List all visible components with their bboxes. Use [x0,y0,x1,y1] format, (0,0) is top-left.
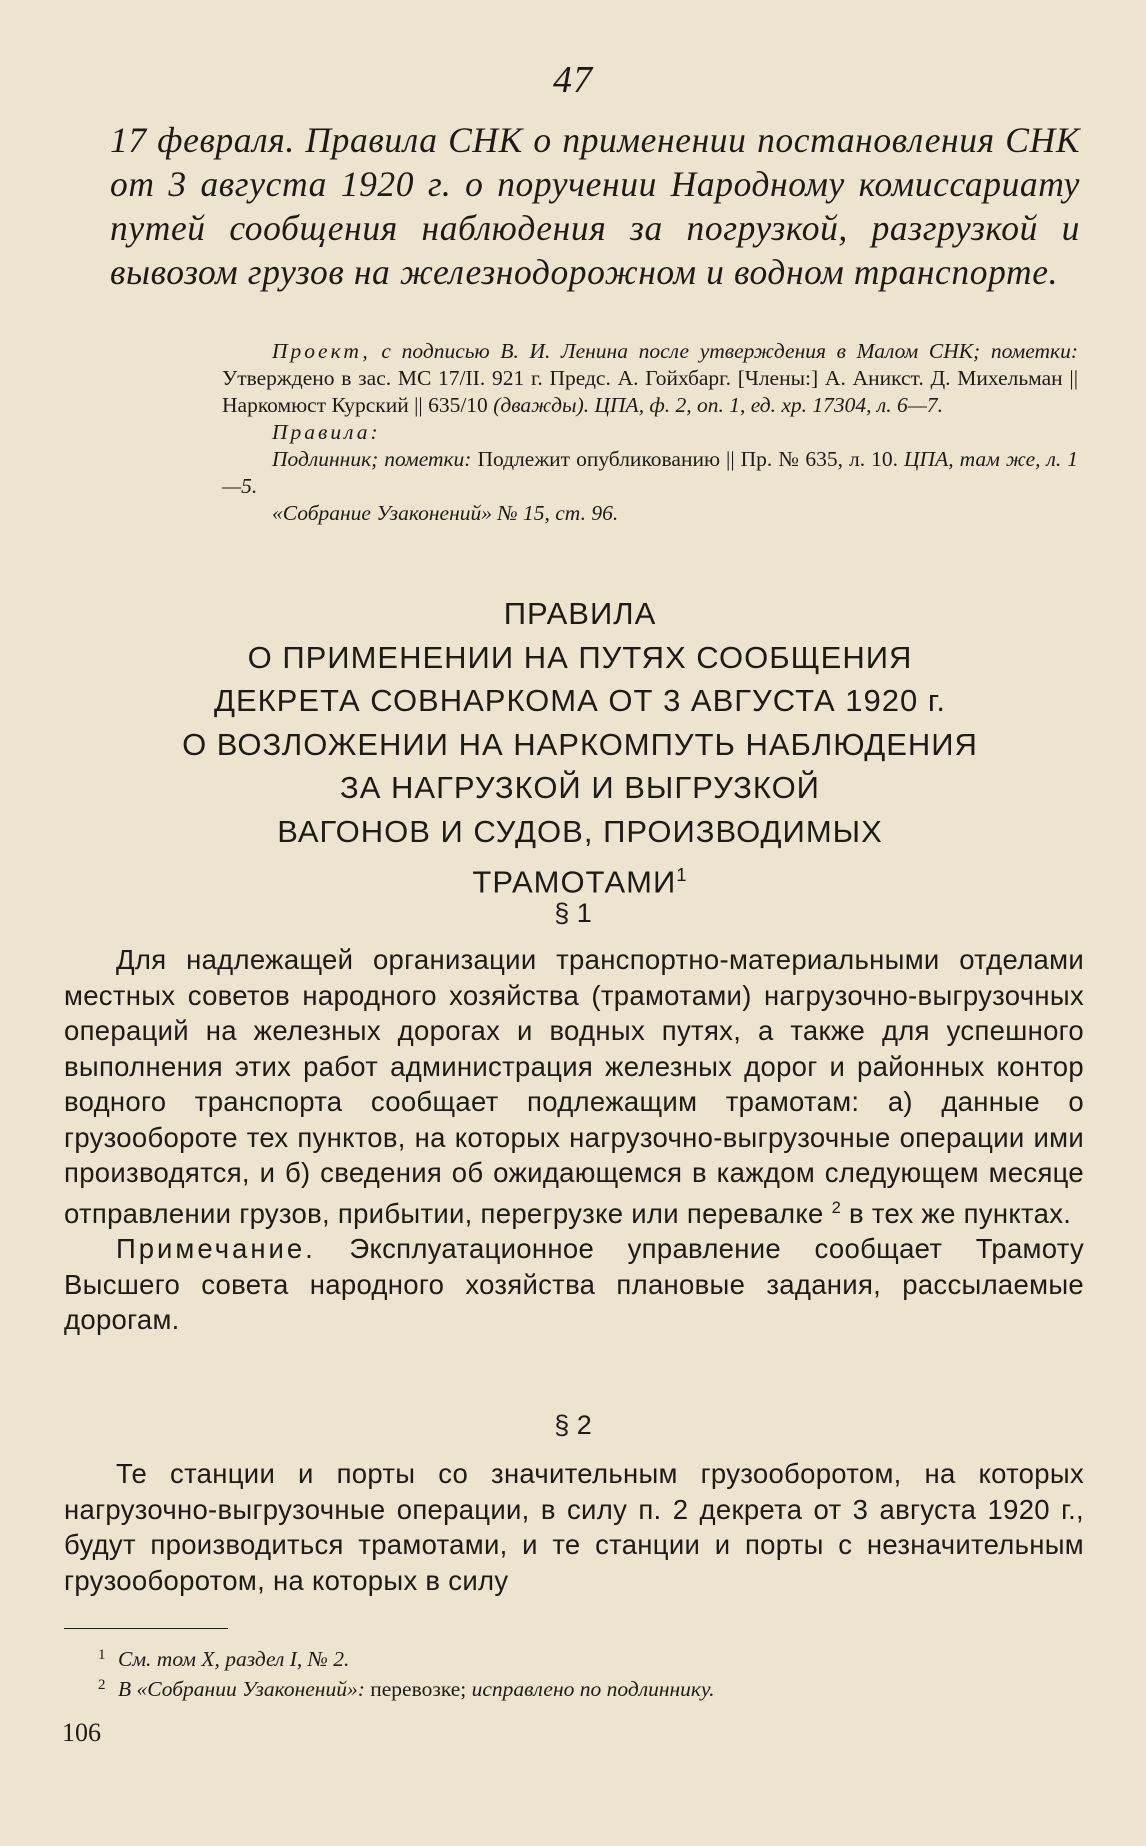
title-line: О ВОЗЛОЖЕНИИ НА НАРКОМПУТЬ НАБЛЮДЕНИЯ [182,726,978,762]
rules-title [80,592,1080,904]
section-1-text: Для надлежащей организации транспортно-материальными отделами местных советов народного хозяйства (трамотами) нагрузочно-выгрузочных операций на железных дорогах и водных путях, а также для успешного выполнения этих работ администрация железных дорог и районных контор водного транспорта сообщает подлежащим трамотам: а) данные о грузообороте тех пунктов, на которых нагрузочно-выгрузочные операции ими производятся, и б) сведения об ожидающемся в каждом следующем месяце отправлении грузов, прибытии, перегрузке или перевалке $^2$ в тех же пунктах. Примечание. Эксплуатационное управление сообщает Трамоту Высшего совета народного хозяйства плановые задания, рассылаемые дорогам. [64,942,1084,1338]
title-line: ТРАМОТАМИ$^1$ [472,864,688,900]
footnote-2: 2 В «Собрании Узаконений»: перевозке; исправлено по подлиннику. [98,1677,715,1701]
title-line: ВАГОНОВ И СУДОВ, ПРОИЗВОДИМЫХ [277,813,883,849]
source-line-original: Подлинник; пометки: Подлежит опубликованию || Пр. № 635, л. 10. ЦПА, там же, л. 1—5. [222,447,1078,498]
source-line-draft: Проект, с подписью В. И. Ленина после утверждения в Малом СНК; пометки: Утверждено в зас. МС 17/II. 921 г. Предс. А. Гойхбарг. [Члены:] А. Аникст. Д. Михельман || Наркомюст Курский || 635/10 (дважды). ЦПА, ф. 2, оп. 1, ед. хр. 17304, л. 6—7. [222,339,1078,417]
footnotes [98,1644,1078,1704]
document-number: 47 [553,59,593,101]
footnote-rule [64,1628,228,1629]
footnote-ref: 1 [676,864,688,885]
title-line: О ПРИМЕНЕНИИ НА ПУТЯХ СООБЩЕНИЯ [247,639,913,675]
section-1-note: Примечание. Эксплуатационное управление сообщает Трамоту Высшего совета народного хозяйства плановые задания, рассылаемые дорогам. [64,1233,1084,1336]
section-2-mark: § 2 [554,1410,592,1440]
title-line: ДЕКРЕТА СОВНАРКОМА ОТ 3 АВГУСТА 1920 г. [213,683,947,718]
source-line-rules: Правила: [272,420,381,444]
source-note [222,338,1078,527]
document-heading: 17 февраля. Правила СНК о применении постановления СНК от 3 августа 1920 г. о поручении Народному комиссариату путей сообщения наблюдения за погрузкой, разгрузкой и вывозом грузов на железнодорожном и водном транспорте. [110,120,1080,292]
page-number: 106 [62,1718,101,1747]
footnote-ref: 2 [831,1198,842,1217]
title-line: ПРАВИЛА [503,596,657,631]
title-line: ЗА НАГРУЗКОЙ И ВЫГРУЗКОЙ [340,770,820,805]
section-1-mark: § 1 [554,898,592,928]
source-line-collection: «Собрание Узаконений» № 15, ст. 96. [272,501,619,525]
footnote-1: 1 См. том X, раздел I, № 2. [98,1647,350,1671]
section-2-text: Те станции и порты со значительным грузооборотом, на которых нагрузочно-выгрузочные операции, в силу п. 2 декрета от 3 августа 1920 г., будут производиться трамотами, и те станции и порты с незначительным грузооборотом, на которых в силу [64,1458,1084,1596]
